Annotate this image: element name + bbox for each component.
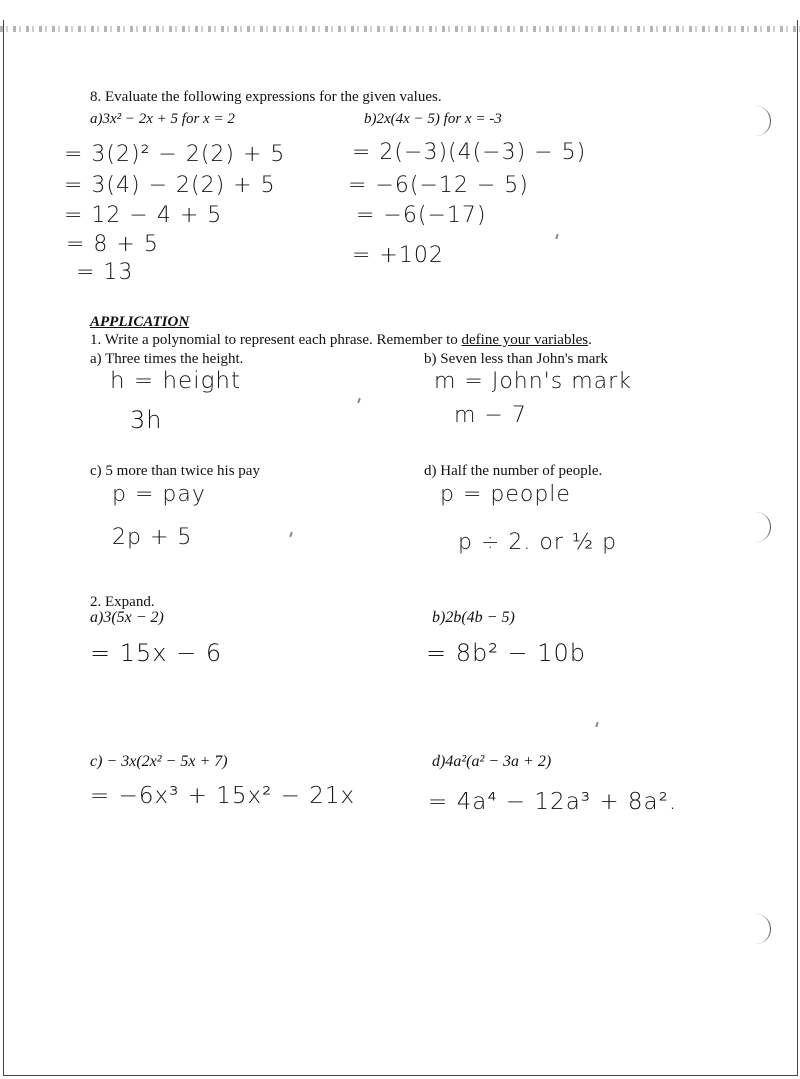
- app1a-work-line-2: 3h: [130, 406, 163, 434]
- app1c-label: c) 5 more than twice his pay: [90, 463, 260, 479]
- q2-prompt: 2. Expand.: [90, 594, 155, 610]
- app1a-label: a) Three times the height.: [90, 351, 244, 367]
- page-border-left: [3, 20, 4, 1075]
- app1c-work-line-2: 2p + 5: [112, 525, 193, 550]
- binder-hole-bottom: [752, 914, 771, 944]
- q8b-work-line-4: = +102: [352, 243, 444, 268]
- app1a-work-line-1: h = height: [110, 368, 241, 394]
- q8a-work-line-1: = 3(2)² − 2(2) + 5: [64, 142, 286, 167]
- page-border-bottom: [3, 1075, 798, 1076]
- q8b-label: b)2x(4x − 5) for x = -3: [364, 111, 502, 127]
- scan-speck: [357, 398, 361, 403]
- app1c-work-line-1: p = pay: [112, 482, 206, 507]
- application-q1-prompt: [90, 331, 592, 349]
- q8a-work-line-3: = 12 − 4 + 5: [64, 203, 223, 228]
- q8b-work-line-3: = −6(−17): [356, 203, 487, 228]
- q8b-work-line-2: = −6(−12 − 5): [348, 173, 529, 198]
- q8a-label: a)3x² − 2x + 5 for x = 2: [90, 111, 235, 127]
- q8a-work-line-5: = 13: [76, 260, 134, 285]
- q8-prompt: 8. Evaluate the following expressions for the given values.: [90, 89, 442, 105]
- q2d-work: = 4a⁴ − 12a³ + 8a².: [428, 789, 678, 815]
- page-border-right: [797, 20, 798, 1075]
- q2a-label: a)3(5x − 2): [90, 609, 164, 626]
- scan-speck: [595, 722, 599, 727]
- q2b-label: b)2b(4b − 5): [432, 609, 515, 626]
- scan-speck: [555, 234, 559, 239]
- binder-hole-top: [752, 106, 771, 136]
- q8a-work-line-2: = 3(4) − 2(2) + 5: [64, 173, 276, 198]
- scan-artifact-top: [0, 26, 800, 32]
- q1-prompt-end: .: [588, 332, 592, 348]
- q2a-work: = 15x − 6: [90, 639, 223, 667]
- q2b-work: = 8b² − 10b: [426, 639, 587, 667]
- scan-speck: [289, 532, 293, 537]
- app1d-work-line-1: p = people: [440, 482, 571, 507]
- q1-prompt-text: 1. Write a polynomial to represent each phrase. Remember to: [90, 332, 462, 348]
- q8b-work-line-1: = 2(−3)(4(−3) − 5): [352, 140, 587, 165]
- app1d-work-line-2: p ÷ 2. or ½ p: [458, 530, 618, 555]
- q2c-work: = −6x³ + 15x² − 21x: [90, 783, 356, 809]
- q8a-work-line-4: = 8 + 5: [66, 232, 159, 257]
- app1d-label: d) Half the number of people.: [424, 463, 603, 479]
- application-heading: APPLICATION: [90, 314, 190, 330]
- app1b-label: b) Seven less than John's mark: [424, 351, 608, 367]
- q1-prompt-underlined: define your variables: [461, 332, 589, 348]
- binder-hole-middle: [752, 512, 771, 542]
- app1b-work-line-2: m − 7: [454, 403, 527, 428]
- app1b-work-line-1: m = John's mark: [434, 369, 632, 394]
- q2d-label: d)4a²(a² − 3a + 2): [432, 753, 552, 770]
- q2c-label: c) − 3x(2x² − 5x + 7): [90, 753, 228, 770]
